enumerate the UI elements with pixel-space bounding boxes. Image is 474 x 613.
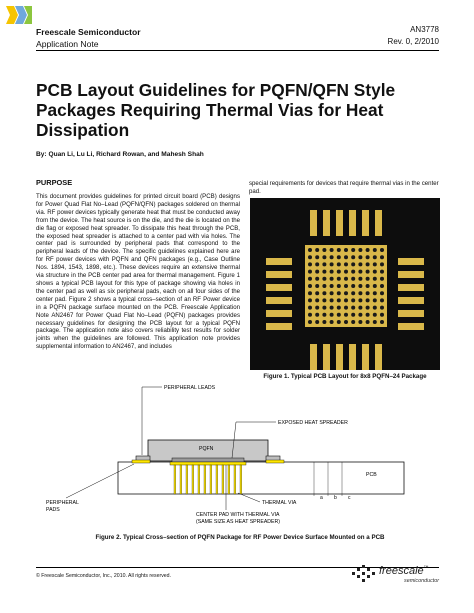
thermal-via (228, 465, 230, 494)
via-hole (308, 284, 312, 288)
via-hole (330, 277, 334, 281)
via-hole (351, 248, 355, 252)
via-hole (322, 313, 326, 317)
pcb-layout-photo (250, 198, 440, 370)
via-hole (380, 291, 384, 295)
header-divider (36, 50, 439, 51)
via-hole (315, 255, 319, 259)
via-hole (337, 291, 341, 295)
peripheral-pad (398, 297, 424, 304)
peripheral-pad (398, 258, 424, 265)
via-hole (308, 306, 312, 310)
via-hole (322, 262, 326, 266)
via-hole (330, 255, 334, 259)
peripheral-pad (398, 271, 424, 278)
peripheral-pad (310, 344, 317, 370)
document-title: PCB Layout Guidelines for PQFN/QFN Style Packages Requiring Thermal Vias for Heat Dissipation (36, 80, 396, 140)
document-type: Application Note (36, 39, 99, 49)
via-hole (380, 320, 384, 324)
via-hole (351, 298, 355, 302)
via-hole (315, 277, 319, 281)
via-hole (351, 306, 355, 310)
peripheral-pad (266, 284, 292, 291)
freescale-tagline: semiconductor (404, 578, 440, 584)
via-hole (322, 306, 326, 310)
via-hole (337, 262, 341, 266)
peripheral-pad (362, 344, 369, 370)
via-hole (358, 313, 362, 317)
via-hole (344, 320, 348, 324)
via-hole (358, 284, 362, 288)
via-hole (380, 306, 384, 310)
thermal-via (198, 465, 200, 494)
peripheral-pad (398, 310, 424, 317)
thermal-via (222, 465, 224, 494)
copyright: © Freescale Semiconductor, Inc., 2010. All rights reserved. (36, 573, 172, 579)
via-hole (366, 255, 370, 259)
via-hole (308, 262, 312, 266)
via-hole (308, 291, 312, 295)
peripheral-pad (398, 323, 424, 330)
via-hole (373, 313, 377, 317)
via-hole (366, 284, 370, 288)
via-hole (366, 320, 370, 324)
via-hole (344, 298, 348, 302)
via-hole (366, 298, 370, 302)
via-hole (330, 320, 334, 324)
via-hole (380, 248, 384, 252)
via-hole (373, 291, 377, 295)
via-hole (315, 291, 319, 295)
via-hole (315, 298, 319, 302)
thermal-via (174, 465, 176, 494)
via-hole (322, 298, 326, 302)
peripheral-pad (336, 210, 343, 236)
via-hole (308, 320, 312, 324)
purpose-paragraph: This document provides guidelines for printed circuit board (PCB) designs for Power Quad Flat No–Lead (PQFN/QFN) packages soldered on thermal via. RF power devices typically generate heat that must be conducted away from the device. The heat source is on the die, and the die is located on the die flag or exposed heat spreader. To dissipate this heat through the PCB, the exposed heat spreader is attached to a center pad with via holes. The center pad is surrounded by peripheral pads that correspond to the peripheral leads of the device. The specific guidelines explained here are for RF power devices with PQFN and QFN packages (e.g., Case Outline Nos. 1894, 1543, 1898, etc.). These devices require an extensive thermal via structure in the PCB center pad area for thermal management. Figure 1 shows a typical PCB layout for this type of package showing via holes in the center pad as well as six peripheral pads, each on all four sides of the center pad. Figure 2 shows a typical cross–section of an RF Power device in a PQFN package surface mounted on the PCB. Freescale Application Note AN2467 for Power Quad Flat No–Lead (PQFN) packages provides necessary guidelines for designing the PCB layout for a typical PQFN package. The application note also covers reliability test results for solder joints when the guidelines are followed. This application note provides supplemental information to AN2467, and includes (36, 193, 240, 351)
dim-a: a (320, 495, 323, 501)
via-hole (337, 306, 341, 310)
via-hole (337, 320, 341, 324)
via-hole (322, 284, 326, 288)
via-hole (351, 284, 355, 288)
via-hole (351, 277, 355, 281)
via-hole (366, 277, 370, 281)
via-hole (351, 320, 355, 324)
via-hole (373, 248, 377, 252)
thermal-via (180, 465, 182, 494)
via-hole (315, 270, 319, 274)
via-hole (330, 291, 334, 295)
label-center-pad: CENTER PAD WITH THERMAL VIA (SAME SIZE AS HEAT SPREADER) (196, 512, 280, 525)
peripheral-pad (362, 210, 369, 236)
via-hole (315, 313, 319, 317)
via-hole (380, 255, 384, 259)
freescale-logo-mark (350, 563, 378, 585)
dim-c: c (348, 495, 351, 501)
peripheral-pad (398, 284, 424, 291)
peripheral-pad (266, 297, 292, 304)
via-hole (330, 270, 334, 274)
via-hole (308, 248, 312, 252)
dim-b: b (334, 495, 337, 501)
via-hole (373, 284, 377, 288)
via-hole (337, 277, 341, 281)
document-number: AN3778 (410, 25, 439, 34)
via-hole (351, 291, 355, 295)
via-hole (366, 313, 370, 317)
authors: By: Quan Li, Lu Li, Richard Rowan, and Mahesh Shah (36, 151, 204, 158)
via-hole (373, 270, 377, 274)
peripheral-pad (375, 210, 382, 236)
thermal-via (186, 465, 188, 494)
via-hole (380, 313, 384, 317)
via-hole (358, 320, 362, 324)
via-hole (322, 291, 326, 295)
nxp-logo (6, 4, 32, 26)
via-hole (380, 262, 384, 266)
via-hole (351, 255, 355, 259)
figure-1-caption: Figure 1. Typical PCB Layout for 8x8 PQFN–24 Package (263, 373, 427, 380)
via-hole (322, 320, 326, 324)
via-hole (373, 262, 377, 266)
via-hole (344, 291, 348, 295)
via-hole (351, 262, 355, 266)
via-hole (358, 277, 362, 281)
section-heading-purpose: PURPOSE (36, 178, 73, 187)
via-hole (308, 277, 312, 281)
via-hole (322, 255, 326, 259)
via-hole (373, 255, 377, 259)
company-name: Freescale Semiconductor (36, 27, 141, 37)
peripheral-pad (310, 210, 317, 236)
via-hole (373, 320, 377, 324)
via-hole (330, 298, 334, 302)
via-hole (330, 248, 334, 252)
thermal-via (216, 465, 218, 494)
via-hole (358, 262, 362, 266)
via-hole (315, 262, 319, 266)
via-hole (308, 298, 312, 302)
freescale-wordmark: freescale™ (379, 565, 429, 577)
via-hole (366, 262, 370, 266)
label-peripheral-leads: PERIPHERAL LEADS (164, 385, 216, 391)
via-hole (366, 248, 370, 252)
thermal-via (192, 465, 194, 494)
thermal-via (204, 465, 206, 494)
label-pqfn: PQFN (199, 446, 214, 452)
label-pcb: PCB (366, 472, 377, 478)
via-hole (337, 284, 341, 288)
via-hole (322, 270, 326, 274)
pcb-board (118, 462, 404, 494)
peripheral-pad (349, 210, 356, 236)
document-revision: Rev. 0, 2/2010 (387, 37, 439, 46)
via-hole (308, 255, 312, 259)
exposed-heat-spreader (172, 458, 244, 462)
via-hole (330, 306, 334, 310)
peripheral-pad-right (266, 460, 284, 463)
via-hole (351, 270, 355, 274)
via-hole (373, 277, 377, 281)
via-hole (373, 306, 377, 310)
via-hole (358, 306, 362, 310)
via-hole (337, 270, 341, 274)
via-hole (330, 313, 334, 317)
via-hole (330, 262, 334, 266)
via-hole (344, 313, 348, 317)
via-hole (308, 313, 312, 317)
figure-2-caption: Figure 2. Typical Cross–section of PQFN Package for RF Power Device Surface Mounted on a PCB (95, 534, 385, 541)
via-hole (351, 313, 355, 317)
via-hole (366, 291, 370, 295)
peripheral-pad (266, 310, 292, 317)
peripheral-pad (266, 323, 292, 330)
peripheral-pad-left (132, 460, 150, 463)
thermal-via (234, 465, 236, 494)
via-hole (337, 255, 341, 259)
via-hole (344, 255, 348, 259)
via-hole (373, 298, 377, 302)
via-hole (337, 313, 341, 317)
peripheral-pad (336, 344, 343, 370)
via-hole (315, 248, 319, 252)
center-pad-solder (170, 462, 246, 465)
peripheral-pad (266, 258, 292, 265)
via-hole (344, 306, 348, 310)
via-hole (322, 248, 326, 252)
label-exposed-heat-spreader: EXPOSED HEAT SPREADER (278, 420, 348, 426)
via-hole (358, 248, 362, 252)
via-hole (337, 248, 341, 252)
via-hole (380, 277, 384, 281)
via-hole (330, 284, 334, 288)
peripheral-pad (266, 271, 292, 278)
via-hole (380, 284, 384, 288)
label-peripheral-pads: PERIPHERAL PADS (46, 500, 79, 513)
thermal-via (210, 465, 212, 494)
via-hole (358, 298, 362, 302)
via-hole (366, 270, 370, 274)
via-hole (366, 306, 370, 310)
peripheral-pad (323, 210, 330, 236)
via-hole (344, 248, 348, 252)
peripheral-pad (349, 344, 356, 370)
via-hole (315, 320, 319, 324)
via-hole (315, 284, 319, 288)
via-hole (380, 270, 384, 274)
peripheral-pad (375, 344, 382, 370)
via-hole (344, 277, 348, 281)
label-thermal-via: THERMAL VIA (262, 500, 297, 506)
via-hole (358, 270, 362, 274)
via-hole (380, 298, 384, 302)
via-hole (344, 284, 348, 288)
via-hole (315, 306, 319, 310)
via-hole (344, 270, 348, 274)
via-hole (344, 262, 348, 266)
via-hole (322, 277, 326, 281)
via-hole (358, 291, 362, 295)
purpose-continuation: special requirements for devices that require thermal vias in the center pad. (249, 180, 439, 195)
cross-section-diagram (36, 376, 440, 532)
via-hole (337, 298, 341, 302)
thermal-via (240, 465, 242, 494)
peripheral-pad (323, 344, 330, 370)
via-hole (358, 255, 362, 259)
via-hole (308, 270, 312, 274)
